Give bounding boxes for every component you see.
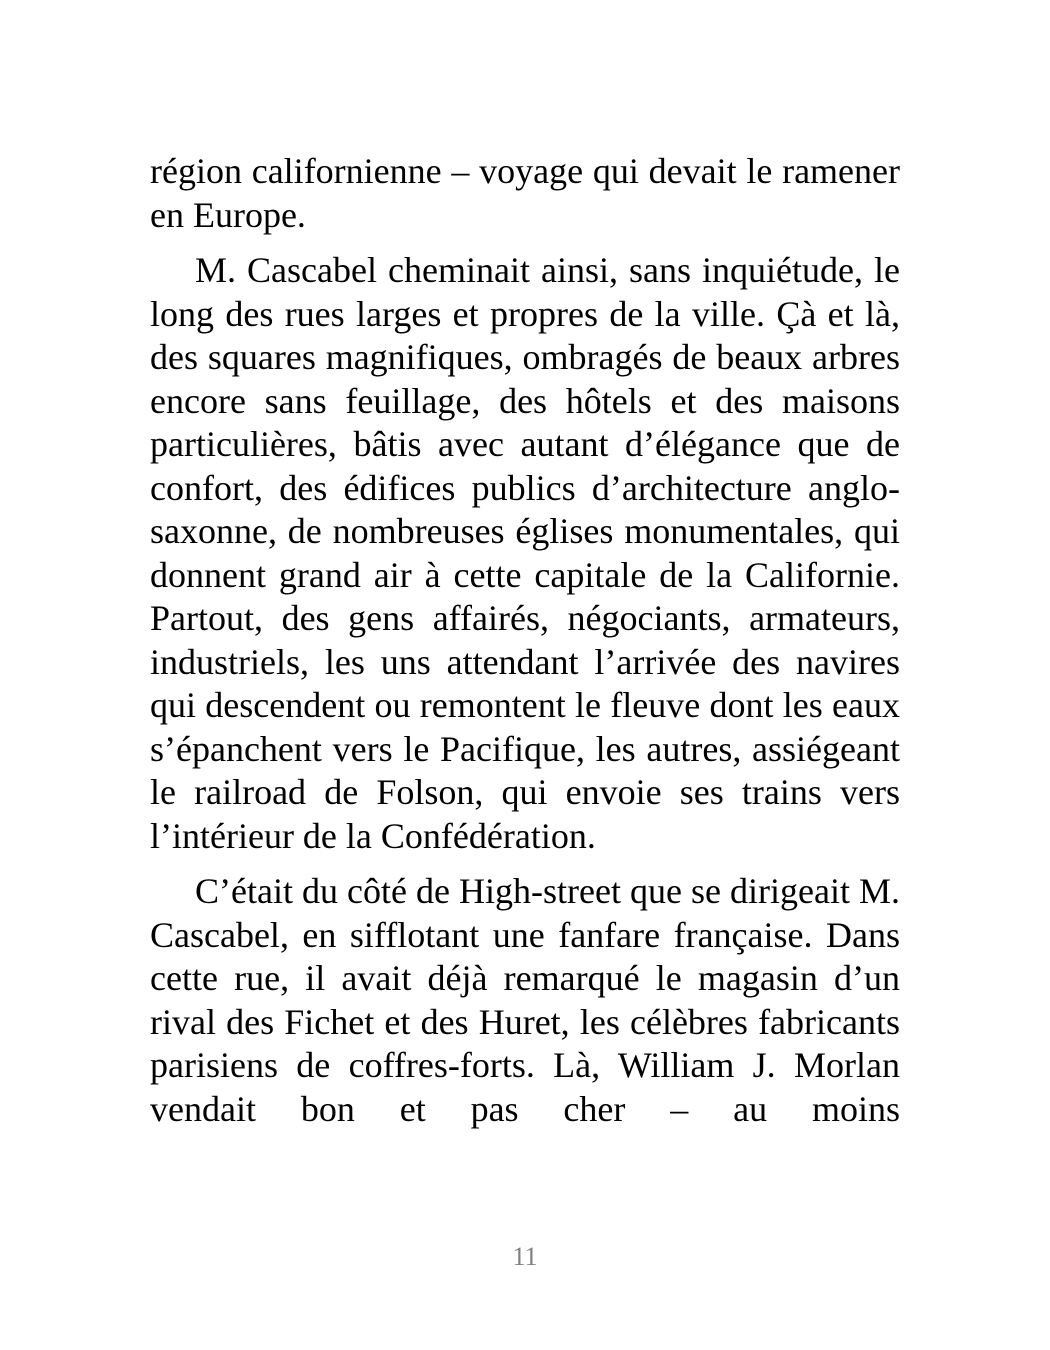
page-number: 11 [512, 1242, 538, 1271]
paragraph-continuation: région californienne – voyage qui devait le ramener en Europe. [150, 151, 900, 235]
paragraph-high-street: C’était du côté de High-street que se dirigeait M. Cascabel, en sifflotant une fanfare française. Dans cette rue, il avait déjà remarqué le magasin d’un rival des Fichet et des Huret, les célèbres fabricants parisiens de coffres-forts. Là, William J. Morlan vendait bon et pas cher – au moins [150, 871, 900, 1129]
paragraph-cascabel-walk: M. Cascabel cheminait ainsi, sans inquiétude, le long des rues larges et propres de la ville. Çà et là, des squares magnifiques, ombragés de beaux arbres encore sans feuillage, des hôtels et des maisons particulières, bâtis avec autant d’élégance que de confort, des édifices publics d’architecture anglo-saxonne, de nombreuses églises monumentales, qui donnent grand air à cette capitale de la Californie. Partout, des gens affairés, négociants, armateurs, industriels, les uns attendant l’arrivée des navires qui descendent ou remontent le fleuve dont les eaux s’épanchent vers le Pacifique, les autres, assiégeant le railroad de Folson, qui envoie ses trains vers l’intérieur de la Confédération. [150, 250, 900, 856]
page-body [150, 150, 900, 1143]
